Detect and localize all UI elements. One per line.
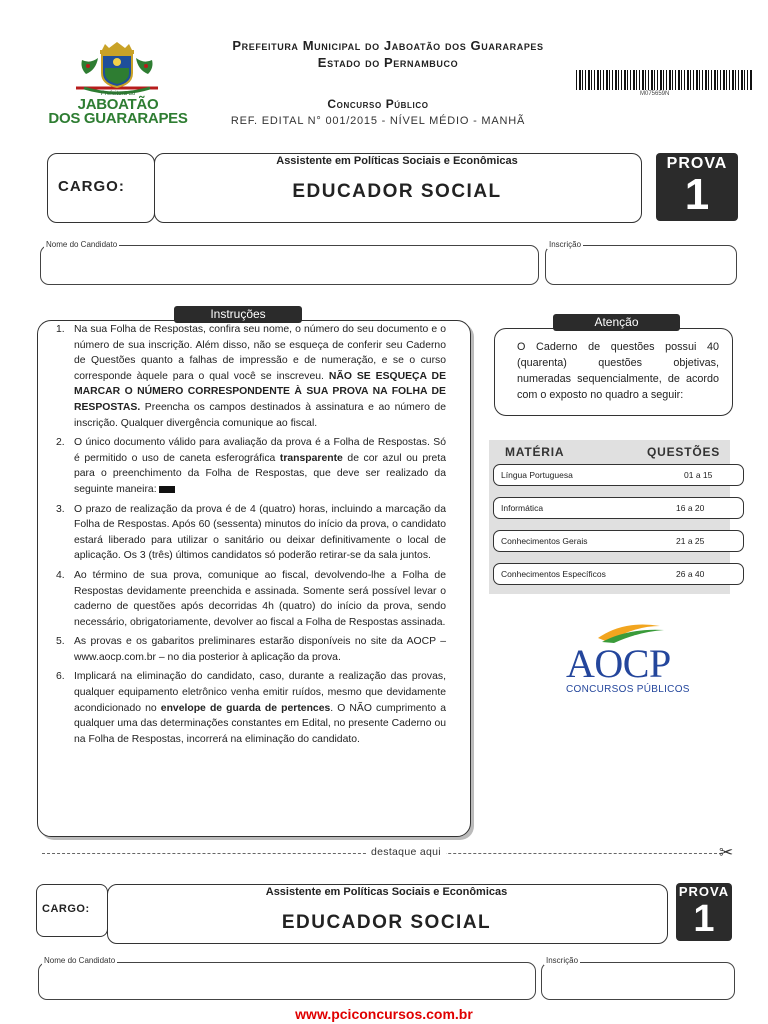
inscricao-label: Inscrição	[549, 240, 582, 249]
cargo-subtitle-bottom: Assistente em Políticas Sociais e Econômicas	[265, 886, 508, 898]
table-header-questoes: QUESTÕES	[647, 445, 721, 459]
instruction-number: 3.	[56, 503, 65, 515]
instruction-item	[56, 435, 446, 497]
instruction-bold-text: NÃO SE ESQUEÇA DE MARCAR O NÚMERO CORRESPONDENTE À SUA PROVA NA FOLHA DE RESPOSTAS.	[74, 370, 446, 413]
instruction-bold-text: envelope de guarda de pertences	[160, 702, 331, 714]
instruction-item	[56, 634, 446, 665]
table-cell-materia: Conhecimentos Gerais	[501, 536, 588, 546]
instruction-text: de cor azul ou preta para o preenchimento da Folha de Respostas, que deve ser realizado da seguinte maneira:	[74, 452, 447, 495]
instruction-number: 6.	[56, 671, 65, 683]
prova-badge	[656, 153, 738, 221]
instruction-text: As provas e os gabaritos preliminares estarão disponíveis no site da AOCP – www.aocp.com.br – no dia posterior à aplicação da prova.	[74, 636, 446, 663]
instructions-tab: Instruções	[174, 306, 302, 323]
instruction-item	[56, 502, 446, 564]
attention-tab: Atenção	[553, 314, 680, 331]
filled-bubble-icon	[159, 486, 175, 493]
header-state: Estado do Pernambuco	[317, 55, 459, 70]
instruction-item	[56, 669, 446, 747]
prova-number-bottom: 1	[693, 898, 715, 940]
instruction-number: 1.	[56, 324, 65, 335]
candidate-name-field-bottom[interactable]	[38, 962, 536, 1000]
instruction-item	[56, 322, 446, 431]
cargo-label-bottom: CARGO:	[42, 903, 90, 915]
prova-label-bottom: PROVA	[678, 884, 730, 899]
instructions-list	[56, 322, 446, 751]
candidate-name-field[interactable]	[40, 245, 539, 285]
prova-label: PROVA	[666, 155, 728, 172]
header-contest: Concurso Público	[327, 97, 429, 111]
instruction-text: O prazo de realização da prova é de 4 (quatro) horas, incluindo a marcação da Folha de Respostas. Após 60 (sessenta) minutos do início da prova, o candidato estará liberado para utilizar o sanitário ou deixar definitivamente o local de aplicação. Os 3 (três) últimos candidatos só poderão retirar-se da sala juntos.	[74, 503, 446, 562]
table-header-materia: MATÉRIA	[505, 445, 565, 459]
header-municipality: Prefeitura Municipal do Jaboatão dos Guararapes	[232, 38, 544, 53]
scissors-icon: ✂	[719, 843, 734, 862]
municipality-logo-text	[38, 98, 198, 126]
table-cell-materia: Informática	[501, 503, 544, 513]
prova-badge-bottom	[676, 883, 732, 941]
instruction-text: Na sua Folha de Respostas, confira seu nome, o número do seu documento e o número de sua inscrição. Além disso, não se esqueça de conferir seu Caderno de Questões quanto a falhas de impressão e de numeração, e se o curso corresponde àquele para o qual você se inscreveu.	[74, 324, 446, 382]
candidate-name-label: Nome do Candidato	[46, 240, 118, 249]
table-row	[493, 497, 744, 519]
instruction-text: Implicará na eliminação do candidato, caso, durante a realização das provas, qualquer equipamento eletrônico venha emitir ruídos, mesmo que devidamente acondicionado no	[74, 671, 446, 714]
instruction-number: 2.	[56, 437, 65, 449]
attention-text: O Caderno de questões possui 40 (quarenta) questões objetivas, numeradas sequencialmente, de acordo com o exposto no quadro a seguir:	[517, 341, 719, 401]
barcode-icon	[576, 70, 752, 90]
table-cell-questoes: 01 a 15	[684, 470, 713, 480]
aocp-logo-subtitle: CONCURSOS PÚBLICOS	[566, 684, 690, 695]
cut-line-label: destaque aqui	[366, 846, 446, 858]
logo-name-line1: JABOATÃO	[77, 96, 159, 113]
candidate-name-label-bottom: Nome do Candidato	[44, 956, 116, 965]
inscricao-label-bottom: Inscrição	[546, 956, 579, 965]
inscricao-field[interactable]	[545, 245, 737, 285]
instruction-number: 4.	[56, 569, 65, 581]
cargo-subtitle: Assistente em Políticas Sociais e Econômicas	[276, 155, 518, 167]
cargo-label: CARGO:	[58, 178, 125, 195]
logo-name-line2: DOS GUARARAPES	[48, 110, 188, 127]
table-row	[493, 464, 744, 486]
aocp-logo-name: AOCP	[566, 641, 671, 686]
table-cell-materia: Língua Portuguesa	[501, 470, 573, 480]
instruction-bold-text: transparente	[279, 452, 343, 464]
barcode-number: M075659N	[640, 91, 670, 97]
instruction-text: . O NÃO cumprimento a qualquer uma das determinações constantes em Edital, no presente Caderno ou na Folha de Respostas, incorrerá na eliminação do candidato.	[74, 702, 446, 745]
instruction-item	[56, 568, 446, 630]
table-row	[493, 530, 744, 552]
table-cell-questoes: 26 a 40	[676, 569, 705, 579]
coat-of-arms-icon	[62, 40, 172, 96]
table-row	[493, 563, 744, 585]
cargo-title-bottom: EDUCADOR SOCIAL	[281, 912, 492, 933]
instruction-text: Ao término de sua prova, comunique ao fiscal, devolvendo-lhe a Folha de Respostas devidamente preenchida e assinada. Somente será possível levar o caderno de questões após decorridas 4h (quatro) do início da prova, sendo necessário, obrigatoriamente, devolver ao fiscal a Folha de Respostas assinada.	[74, 569, 446, 628]
footer-website-link[interactable]: www.pciconcursos.com.br	[295, 1006, 473, 1022]
header-edital-ref: REF. EDITAL N° 001/2015 - NÍVEL MÉDIO - MANHÃ	[230, 115, 526, 127]
logo-caption: Prefeitura do	[100, 91, 136, 97]
instruction-number: 5.	[56, 636, 65, 648]
table-cell-questoes: 16 a 20	[676, 503, 705, 513]
instruction-text: Preencha os campos destinados à assinatura e ao número de inscrição. Qualquer divergência comunique ao fiscal.	[74, 401, 446, 429]
table-cell-materia: Conhecimentos Específicos	[501, 569, 606, 579]
inscricao-field-bottom[interactable]	[541, 962, 735, 1000]
prova-number: 1	[684, 170, 710, 219]
cargo-title: EDUCADOR SOCIAL	[292, 181, 502, 202]
instruction-text: O único documento válido para avaliação da prova é a Folha de Respostas. Só é permitido o uso de caneta esferográfica	[74, 437, 446, 464]
table-cell-questoes: 21 a 25	[676, 536, 705, 546]
